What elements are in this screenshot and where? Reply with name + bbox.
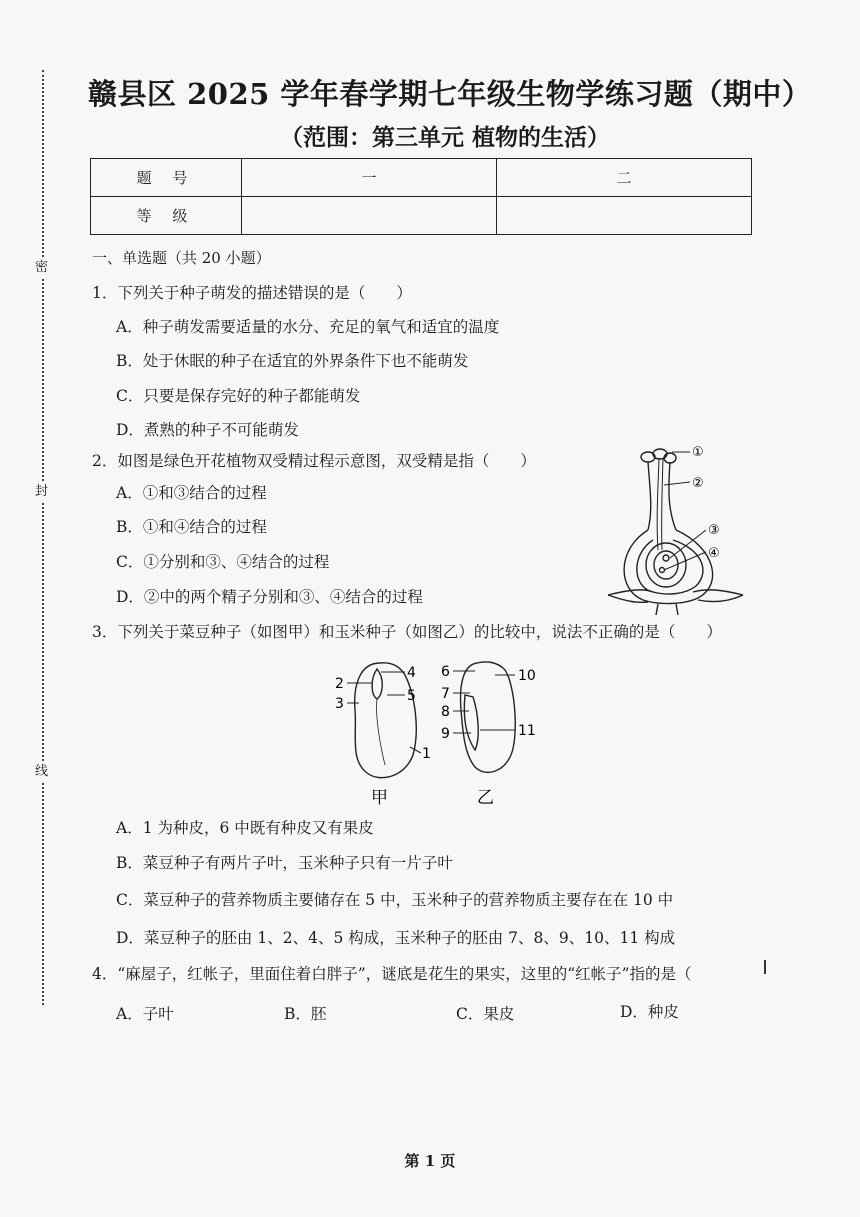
seed-caption-yi: 乙 (477, 788, 494, 808)
grade-table-cell: 一 (242, 159, 497, 197)
figure-label: ② (692, 476, 704, 491)
question-option[interactable]: A．1 为种皮，6 中既有种皮又有果皮 (116, 819, 374, 837)
question-option[interactable]: C．①分别和③、④结合的过程 (116, 553, 330, 571)
question-option[interactable]: D．煮熟的种子不可能萌发 (116, 421, 299, 439)
binding-char-mi: 密 (35, 258, 48, 278)
seed-label: 8 (441, 704, 450, 720)
grade-table (90, 158, 752, 235)
grade-input-cell[interactable] (242, 197, 497, 235)
seed-label: 2 (335, 676, 344, 692)
grade-table-row (91, 197, 752, 235)
question-option[interactable]: C．果皮 (456, 1005, 515, 1023)
question-option[interactable]: D．种皮 (620, 1003, 679, 1021)
question-stem: 4．“麻屋子，红帐子，里面住着白胖子”，谜底是花生的果实，这里的“红帐子”指的是（ (92, 965, 692, 983)
question-option[interactable]: B．处于休眠的种子在适宜的外界条件下也不能萌发 (116, 352, 469, 370)
binding-margin-line (42, 70, 44, 1005)
question-option[interactable]: C．菜豆种子的营养物质主要储存在 5 中，玉米种子的营养物质主要存在在 10 中 (116, 891, 674, 909)
question-option[interactable]: B．①和④结合的过程 (116, 518, 267, 536)
question-stem: 1．下列关于种子萌发的描述错误的是（ ） (92, 284, 412, 302)
seed-caption-jia: 甲 (371, 788, 388, 808)
question-option[interactable]: D．菜豆种子的胚由 1、2、4、5 构成，玉米种子的胚由 7、8、9、10、11 构成 (116, 929, 676, 947)
grade-table-cell: 二 (497, 159, 752, 197)
seed-label: 7 (441, 686, 450, 702)
question-stem: 2．如图是绿色开花植物双受精过程示意图，双受精是指（ ） (92, 452, 536, 470)
question-option[interactable]: A．子叶 (116, 1005, 174, 1023)
figure-label: ④ (708, 546, 720, 561)
binding-char-xian: 线 (35, 762, 48, 782)
seed-label: 4 (407, 665, 416, 681)
seed-label: 1 (422, 746, 431, 762)
figure-label: ① (692, 445, 704, 460)
question-stem: 3．下列关于菜豆种子（如图甲）和玉米种子（如图乙）的比较中，说法不正确的是（ ） (92, 623, 722, 641)
figure-label: ③ (708, 523, 720, 538)
grade-input-cell[interactable] (497, 197, 752, 235)
binding-char-feng: 封 (35, 482, 48, 502)
question-option[interactable]: B．菜豆种子有两片子叶，玉米种子只有一片子叶 (116, 854, 453, 872)
grade-table-row (91, 159, 752, 197)
grade-table-header-cell: 题 号 (91, 159, 242, 197)
seed-label: 10 (518, 668, 536, 684)
double-fertilization-diagram (598, 440, 748, 615)
exam-subtitle: （范围：第三单元 植物的生活） (279, 124, 610, 151)
seed-label: 5 (407, 688, 416, 704)
scan-mark (764, 960, 766, 974)
section-title: 一、单选题（共 20 小题） (92, 249, 271, 267)
question-option[interactable]: D．②中的两个精子分别和③、④结合的过程 (116, 588, 423, 606)
seed-label: 9 (441, 726, 450, 742)
seed-label: 3 (335, 696, 344, 712)
question-option[interactable]: B．胚 (284, 1005, 327, 1023)
question-option[interactable]: C．只要是保存完好的种子都能萌发 (116, 387, 361, 405)
exam-title: 赣县区 2025 学年春学期七年级生物学练习题（期中） (88, 77, 812, 111)
seed-comparison-diagram (325, 655, 555, 810)
seed-label: 6 (441, 664, 450, 680)
page-number: 第 1 页 (404, 1152, 456, 1170)
question-option[interactable]: A．①和③结合的过程 (116, 484, 267, 502)
seed-label: 11 (518, 723, 536, 739)
question-option[interactable]: A．种子萌发需要适量的水分、充足的氧气和适宜的温度 (116, 318, 500, 336)
grade-table-header-cell: 等 级 (91, 197, 242, 235)
